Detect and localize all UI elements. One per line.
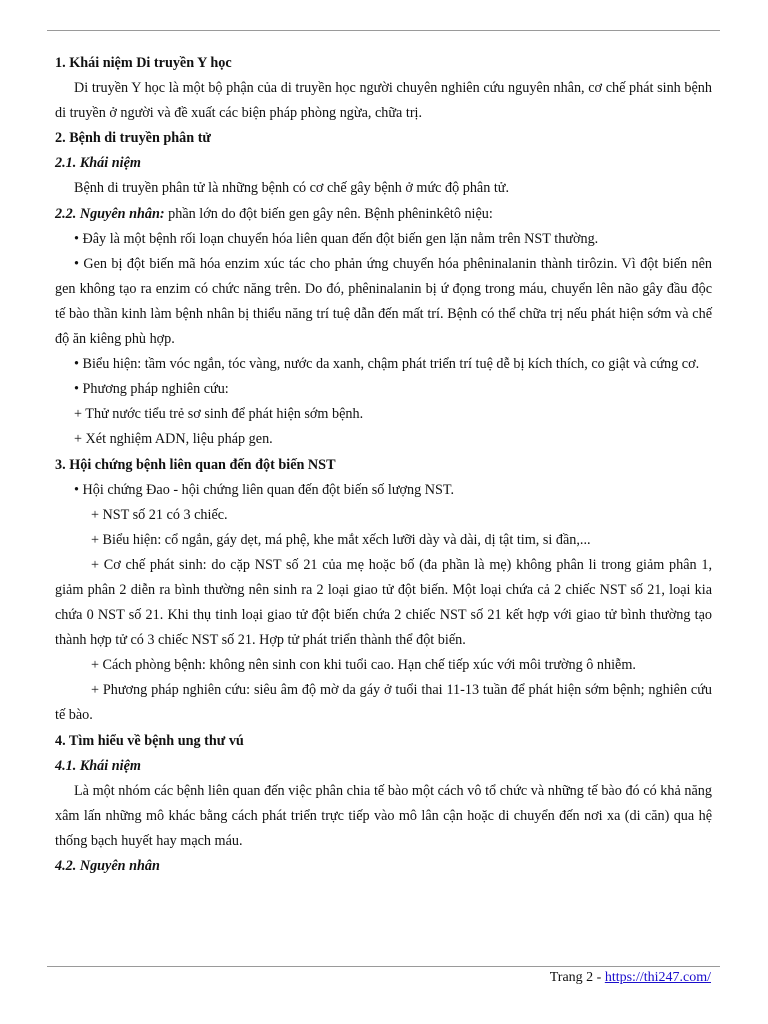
paragraph-di-truyen-y-hoc: Di truyền Y học là một bộ phận của di truyền học người chuyên nghiên cứu nguyên nhân, cơ chế phát sinh bệnh di truyền ở người và đề xuất các biện pháp phòng ngừa, chữa trị.	[55, 80, 712, 122]
heading-ung-thu-vu: 4. Tìm hiểu về bệnh ung thư vú	[55, 732, 244, 749]
sub-list-item: + Phương pháp nghiên cứu: siêu âm độ mờ da gáy ở tuổi thai 11-13 tuần để phát hiện sớm bệnh; nghiên cứu tế bào.	[55, 682, 712, 724]
subheading-khai-niem-4-1: 4.1. Khái niệm	[55, 757, 141, 774]
subheading-nguyen-nhan-4-2: 4.2. Nguyên nhân	[55, 858, 160, 874]
list-item: • Đây là một bệnh rối loạn chuyển hóa liên quan đến đột biến gen lặn nằm trên NST thường.	[74, 230, 599, 247]
subheading-khai-niem-2-1: 2.1. Khái niệm	[55, 155, 141, 172]
footer-rule	[47, 966, 720, 967]
sub-list-item: + Cơ chế phát sinh: do cặp NST số 21 của mẹ hoặc bố (đa phần là mẹ) không phân li trong giảm phân 1, giảm phân 2 diễn ra bình thường nên sinh ra 2 loại giao tử đột biến. Một loại chứa cả 2 chiếc NST số 21, loại kia chứa 0 NST số 21. Khi thụ tinh loại giao tử đột biến chứa 2 chiếc NST số 21 kết hợp với giao tử bình thường tạo thành hợp tử có 3 chiếc NST số 21. Hợp tử phát triển thành thể đột biến.	[55, 556, 712, 649]
document-body	[55, 51, 712, 879]
sub-list-item: + Thử nước tiểu trẻ sơ sinh để phát hiện sớm bệnh.	[74, 406, 364, 423]
heading-benh-di-truyen-phan-tu: 2. Bệnh di truyền phân tử	[55, 130, 211, 147]
list-item: • Phương pháp nghiên cứu:	[74, 381, 229, 398]
nguyen-nhan-text: phần lớn do đột biến gen gây nên. Bệnh phêninkêtô niệu:	[164, 205, 493, 222]
subheading-nguyen-nhan-2-2: 2.2. Nguyên nhân:	[55, 205, 165, 222]
heading-hoi-chung-nst: 3. Hội chứng bệnh liên quan đến đột biến NST	[55, 456, 336, 473]
footer-link[interactable]: https://thi247.com/	[604, 970, 711, 985]
paragraph-nguyen-nhan-2-2	[55, 202, 712, 227]
sub-list-item: + NST số 21 có 3 chiếc.	[91, 506, 228, 523]
sub-list-item: + Biểu hiện: cổ ngắn, gáy dẹt, má phệ, khe mắt xếch lưỡi dày và dài, dị tật tim, si đần,...	[91, 531, 591, 548]
list-item: • Gen bị đột biến mã hóa enzim xúc tác cho phản ứng chuyển hóa phêninalanin thành tirôzin. Vì đột biến nên gen không tạo ra enzim có chức năng trên. Do đó, phêninalanin bị ứ đọng trong máu, chuyển lên não gây đầu độc tế bào thần kinh làm bệnh nhân bị thiểu năng trí tuệ dẫn đến mất trí. Bệnh có thể chữa trị nếu phát hiện sớm và chế độ ăn kiêng phù hợp.	[55, 255, 712, 348]
page-number: Trang 2 -	[549, 970, 605, 985]
heading-di-truyen-y-hoc: 1. Khái niệm Di truyền Y học	[55, 55, 232, 71]
sub-list-item: + Xét nghiệm ADN, liệu pháp gen.	[74, 431, 273, 448]
paragraph-ung-thu-khai-niem: Là một nhóm các bệnh liên quan đến việc phân chia tế bào một cách vô tổ chức và những tế bào đó có khả năng xâm lấn những mô khác bằng cách phát triển trực tiếp vào mô lân cận hoặc di chuyển đến nơi xa (di căn) qua hệ thống bạch huyết hay mạch máu.	[55, 782, 712, 849]
header-rule	[47, 30, 720, 31]
paragraph-benh-phan-tu: Bệnh di truyền phân tử là những bệnh có cơ chế gây bệnh ở mức độ phân tử.	[74, 180, 510, 197]
page-footer	[550, 968, 711, 988]
list-item: • Hội chứng Đao - hội chứng liên quan đến đột biến số lượng NST.	[74, 481, 455, 498]
sub-list-item: + Cách phòng bệnh: không nên sinh con khi tuổi cao. Hạn chế tiếp xúc với môi trường ô nhiễm.	[91, 657, 636, 674]
list-item: • Biểu hiện: tầm vóc ngắn, tóc vàng, nước da xanh, chậm phát triển trí tuệ dễ bị kích thích, co giật và cứng cơ.	[74, 356, 700, 373]
